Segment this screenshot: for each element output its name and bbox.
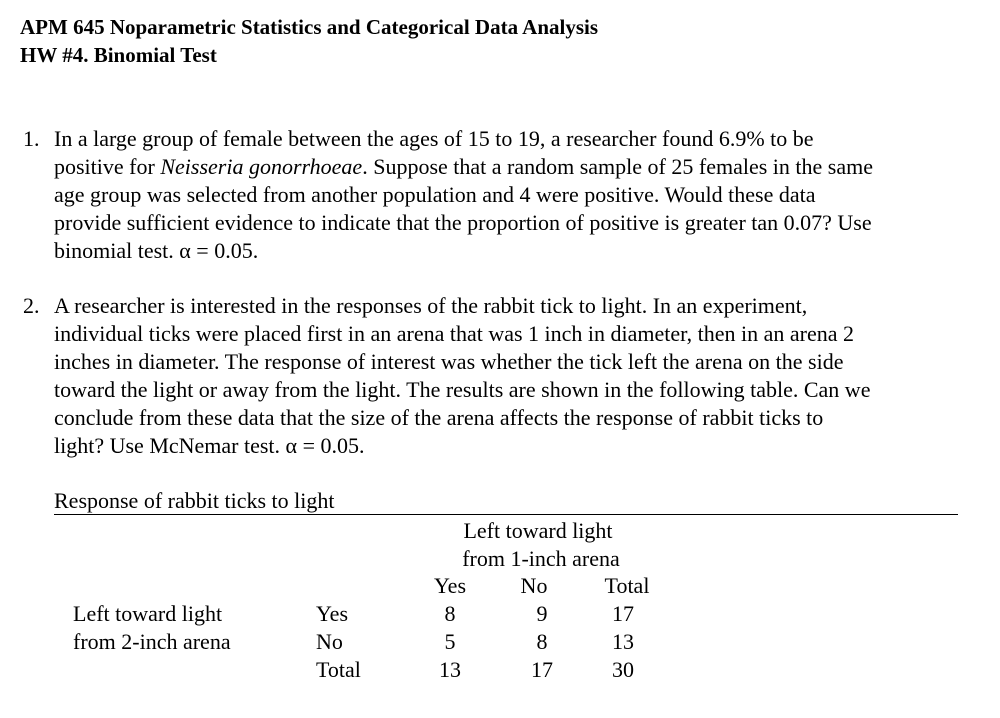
question-line: individual ticks were placed first in an arena that was 1 inch in diameter, then in an arena 2	[54, 321, 854, 346]
table-caption: Response of rabbit ticks to light	[54, 488, 335, 513]
row-group-label: Left toward light	[73, 601, 223, 626]
course-title: APM 645 Noparametric Statistics and Categorical Data Analysis	[20, 15, 599, 39]
row-label-no: No	[316, 629, 343, 654]
question-line: conclude from these data that the size of the arena affects the response of rabbit ticks to	[54, 405, 824, 430]
question-2-number: 2.	[23, 293, 40, 318]
column-group-label: from 1-inch arena	[462, 546, 620, 571]
column-header-total: Total	[604, 573, 650, 598]
question-text-segment: . Suppose that a random sample of 25 females in the same	[362, 154, 873, 179]
table-cell: 8	[536, 629, 548, 654]
question-line	[54, 153, 974, 181]
table-cell: 5	[444, 629, 456, 654]
column-header-no: No	[520, 573, 548, 598]
question-line: A researcher is interested in the responses of the rabbit tick to light. In an experiment,	[54, 293, 808, 318]
table-cell: 17	[612, 601, 634, 626]
table-cell: 13	[612, 629, 634, 654]
row-label-total: Total	[316, 657, 361, 682]
question-text-segment: positive for	[54, 154, 161, 179]
table-cell: 13	[439, 657, 461, 682]
row-group-label: from 2-inch arena	[73, 629, 231, 654]
question-line: light? Use McNemar test. α = 0.05.	[54, 433, 365, 458]
homework-title: HW #4. Binomial Test	[20, 43, 217, 67]
question-line: In a large group of female between the ages of 15 to 19, a researcher found 6.9% to be	[54, 126, 814, 151]
species-name: Neisseria gonorrhoeae	[160, 154, 363, 179]
table-cell: 9	[536, 601, 548, 626]
question-line: provide sufficient evidence to indicate that the proportion of positive is greater tan 0.07? Use	[54, 210, 872, 235]
question-line: toward the light or away from the light. The results are shown in the following table. Can we	[54, 377, 871, 402]
question-line: inches in diameter. The response of interest was whether the tick left the arena on the side	[54, 349, 844, 374]
question-1-text	[54, 125, 974, 265]
column-group-label: Left toward light	[463, 518, 613, 543]
table-cell: 30	[612, 657, 634, 682]
question-line: age group was selected from another population and 4 were positive. Would these data	[54, 182, 816, 207]
table-cell: 17	[531, 657, 553, 682]
column-header-yes: Yes	[433, 573, 467, 598]
table-top-rule	[54, 514, 958, 515]
question-line: binomial test. α = 0.05.	[54, 238, 259, 263]
row-label-yes: Yes	[316, 601, 349, 626]
question-1-number: 1.	[23, 126, 40, 151]
question-2-text	[54, 292, 974, 460]
table-cell: 8	[444, 601, 456, 626]
